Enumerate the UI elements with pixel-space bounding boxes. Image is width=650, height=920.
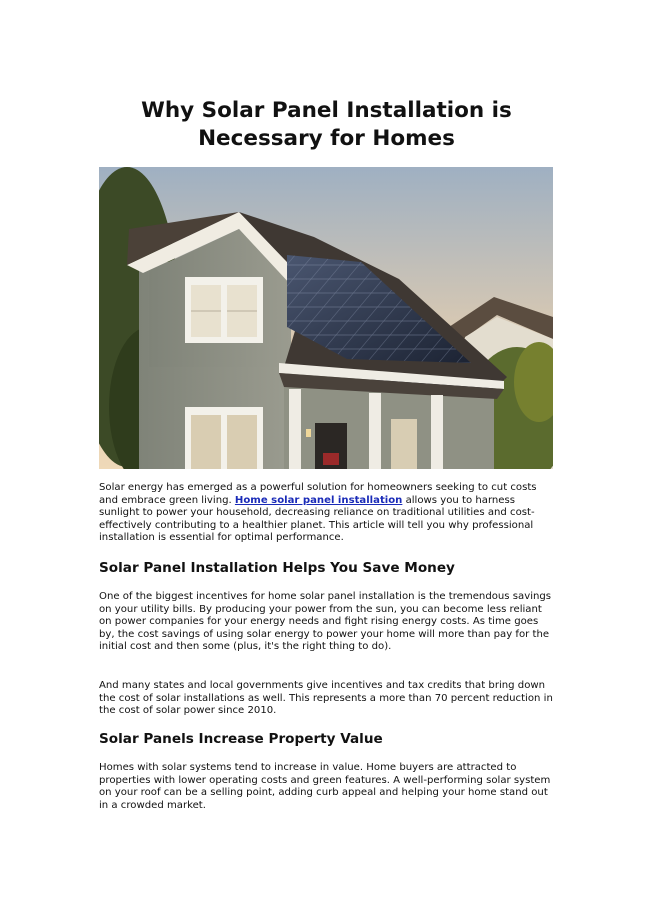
door-wreath xyxy=(323,453,339,465)
intro-text-after-link: allows you to harness sunlight to power your household, decreasing reliance on traditional utilities and cost-effectively contributing to a healthier planet. This article will tell you why professional installation is essential for optimal performance. xyxy=(99,494,535,544)
lower-window-pane-2 xyxy=(227,415,257,469)
intro-paragraph xyxy=(99,482,554,545)
porch-column-2 xyxy=(369,393,381,469)
porch-lamp xyxy=(306,429,311,437)
page-title xyxy=(99,97,554,153)
title-line-1: Why Solar Panel Installation is xyxy=(141,98,512,123)
section-heading-property-value: Solar Panels Increase Property Value xyxy=(99,731,383,747)
property-value-paragraph-1: Homes with solar systems tend to increase in value. Home buyers are attracted to properties with lower operating costs and green features. A well-performing solar system on your roof can be a selling point, adding curb appeal and helping your home stand out in a crowded market. xyxy=(99,762,551,811)
porch-column-1 xyxy=(289,389,301,469)
save-money-paragraph-1: One of the biggest incentives for home solar panel installation is the tremendous savings on your utility bills. By producing your power from the sun, you can become less reliant on power companies for your energy needs and fight rising energy costs. As time goes by, the cost savings of using solar energy to power your home will more than pay for the initial cost and then some (plus, it's the right thing to do). xyxy=(99,591,552,653)
intro-text-before-link: Solar energy has emerged as a powerful solution for homeowners seeking to cut costs and embrace green living. xyxy=(99,482,537,506)
house-with-solar-panels-image xyxy=(99,167,553,469)
title-line-2: Necessary for Homes xyxy=(198,126,455,151)
porch-column-3 xyxy=(431,395,443,469)
home-solar-panel-installation-link[interactable]: Home solar panel installation xyxy=(234,494,403,506)
lower-window-pane-1 xyxy=(191,415,221,469)
porch-window xyxy=(391,419,417,469)
section-heading-save-money: Solar Panel Installation Helps You Save Money xyxy=(99,560,455,576)
save-money-paragraph-2: And many states and local governments give incentives and tax credits that bring down the cost of solar installations as well. This represents a more than 70 percent reduction in the cost of solar power since 2010. xyxy=(99,680,553,717)
